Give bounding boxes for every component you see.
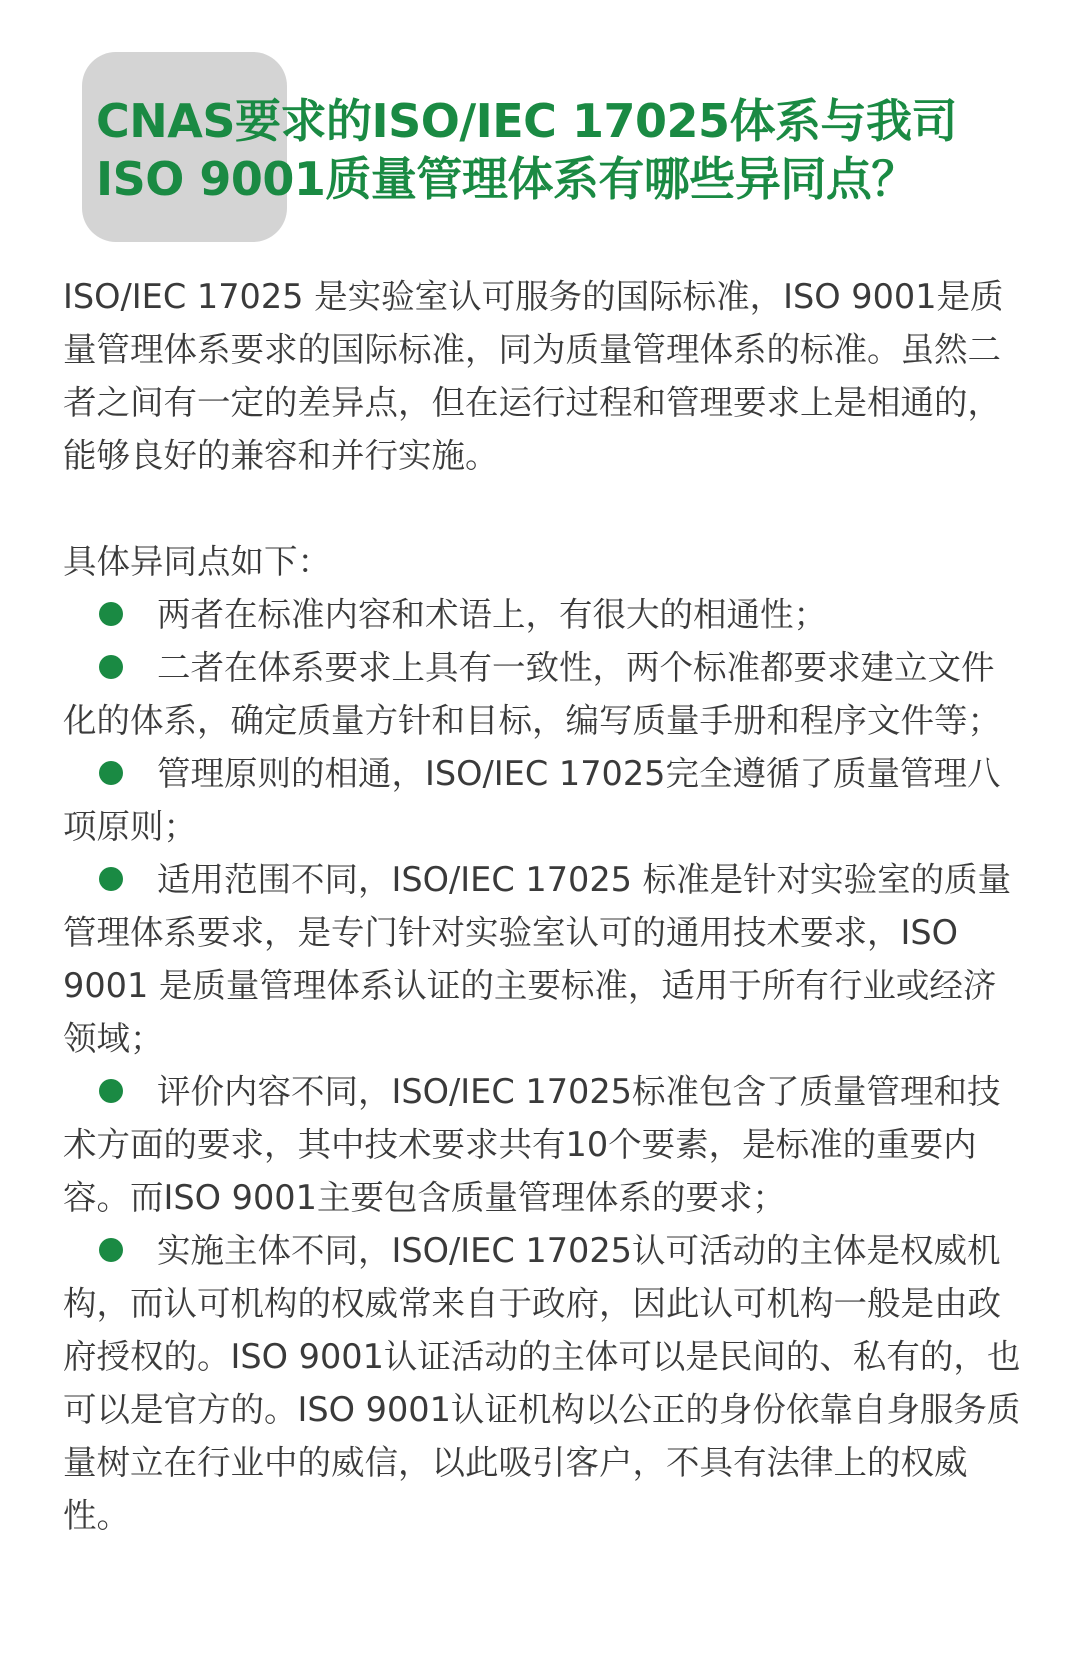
bullet-icon: [99, 1238, 123, 1262]
bullet-icon: [99, 867, 123, 891]
title-line-2: ISO 9001质量管理体系有哪些异同点？: [96, 152, 917, 206]
list-item: [63, 747, 1023, 853]
bullet-icon: [99, 1079, 123, 1103]
intro-paragraph: ISO/IEC 17025 是实验室认可服务的国际标准，ISO 9001是质量管理体系要求的国际标准，同为质量管理体系的标准。虽然二者之间有一定的差异点，但在运行过程和管理要求上是相通的，能够良好的兼容和并行实施。: [63, 277, 1004, 475]
list-item: [63, 641, 1023, 747]
title-line-1: CNAS要求的ISO/IEC 17025体系与我司: [96, 94, 957, 148]
list-item-text: 二者在体系要求上具有一致性，两个标准都要求建立文件化的体系，确定质量方针和目标，编写质量手册和程序文件等；: [63, 648, 1001, 740]
title-block: [0, 0, 1080, 250]
list-item-text: 实施主体不同，ISO/IEC 17025认可活动的主体是权威机构，而认可机构的权威常来自于政府，因此认可机构一般是由政府授权的。ISO 9001认证活动的主体可以是民间的、私有的，也可以是官方的。ISO 9001认证机构以公正的身份依靠自身服务质量树立在行业中的威信，以此吸引客户，不具有法律上的权威性。: [63, 1231, 1021, 1535]
comparison-list: [63, 588, 1023, 1542]
list-item-text: 两者在标准内容和术语上，有很大的相通性；: [157, 595, 827, 634]
list-item: [63, 853, 1023, 1065]
list-item: [63, 1065, 1023, 1224]
bullet-icon: [99, 655, 123, 679]
bullet-icon: [99, 761, 123, 785]
bullet-icon: [99, 602, 123, 626]
page-title: [96, 92, 1056, 208]
list-item: [63, 588, 1023, 641]
list-item-text: 管理原则的相通，ISO/IEC 17025完全遵循了质量管理八项原则；: [63, 754, 1001, 846]
article-body: [63, 270, 1023, 1542]
list-item-text: 评价内容不同，ISO/IEC 17025标准包含了质量管理和技术方面的要求，其中技术要求共有10个要素，是标准的重要内容。而ISO 9001主要包含质量管理体系的要求；: [63, 1072, 1001, 1217]
list-item-text: 适用范围不同，ISO/IEC 17025 标准是针对实验室的质量管理体系要求，是专门针对实验室认可的通用技术要求，ISO 9001 是质量管理体系认证的主要标准，适用于所有行业或经济领域；: [63, 860, 1012, 1058]
list-item: [63, 1224, 1023, 1542]
list-heading: 具体异同点如下：: [63, 542, 331, 581]
